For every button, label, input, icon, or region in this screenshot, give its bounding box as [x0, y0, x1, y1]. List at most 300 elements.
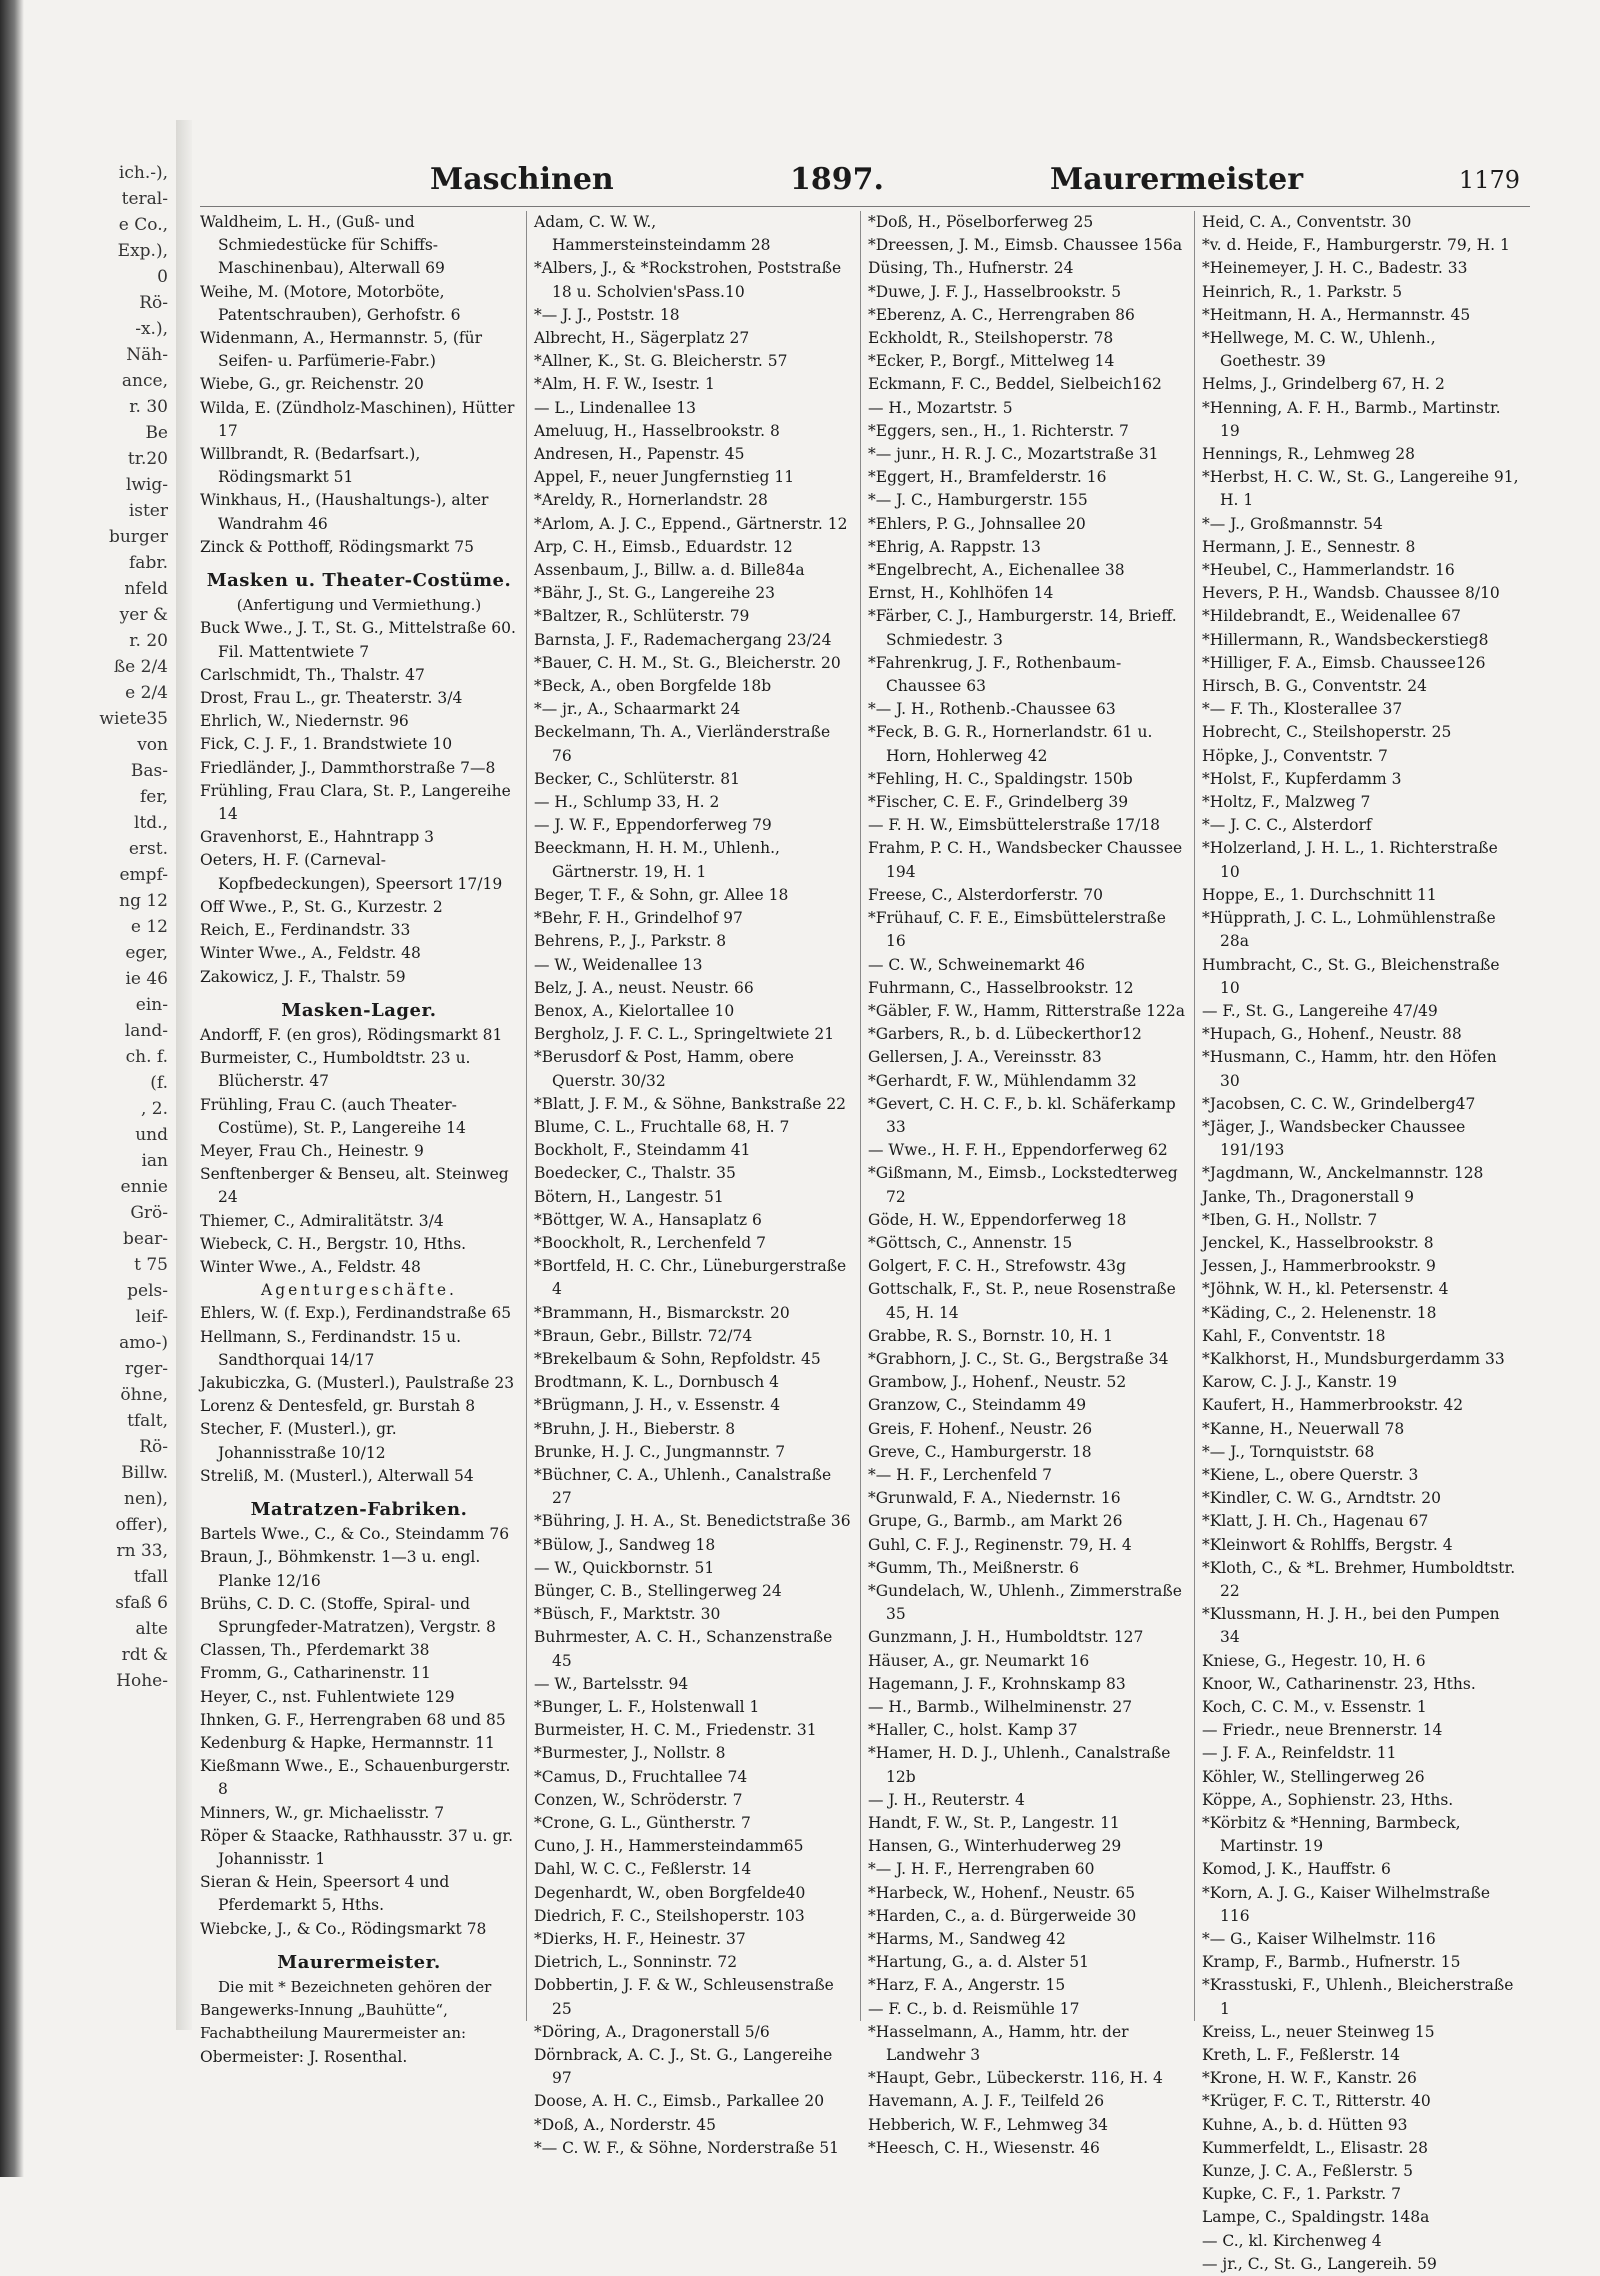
directory-entry: *Henning, A. F. H., Barmb., Martinstr. 19: [1202, 398, 1501, 440]
previous-page-fragment: ister: [128, 501, 168, 521]
directory-entry: Karow, C. J. J., Kanstr. 19: [1202, 1373, 1397, 1392]
previous-page-fragment: Bas-: [130, 761, 168, 781]
directory-entry: *Heubel, C., Hammerlandstr. 16: [1202, 561, 1455, 580]
directory-entry: *Gundelach, W., Uhlenh., Zimmerstraße 35: [868, 1581, 1182, 1624]
directory-entry: Burmeister, H. C. M., Friedenstr. 31: [534, 1721, 817, 1740]
directory-entry: Handt, F. W., St. P., Langestr. 11: [868, 1814, 1120, 1833]
page-header: [200, 160, 1530, 207]
directory-entry: *Gißmann, M., Eimsb., Lockstedterweg 72: [868, 1164, 1178, 1206]
directory-entry: Frühling, Frau C. (auch Theater-Costüme), St. P., Langereihe 14: [200, 1095, 466, 1137]
directory-entry: — W., Bartelsstr. 94: [534, 1674, 689, 1693]
directory-entry: *Büsch, F., Marktstr. 30: [534, 1605, 721, 1624]
directory-entry: *Hasselmann, A., Hamm, htr. der Landwehr 3: [868, 2022, 1129, 2065]
previous-page-fragment: pels-: [127, 1281, 168, 1301]
directory-entry: Kahl, F., Conventstr. 18: [1202, 1326, 1386, 1345]
directory-entry: Kedenburg & Hapke, Hermannstr. 11: [200, 1734, 495, 1752]
directory-entry: Weihe, M. (Motore, Motorböte, Patentschrauben), Gerhofstr. 6: [200, 282, 461, 324]
directory-entry: Kunze, J. C. A., Feßlerstr. 5: [1202, 2162, 1413, 2181]
directory-entry: Wiebcke, J., & Co., Rödingsmarkt 78: [200, 1919, 487, 1938]
scan-edge: [0, 0, 24, 2177]
directory-entry: Gellersen, J. A., Vereinsstr. 83: [868, 1048, 1102, 1067]
previous-page-fragment: burger: [108, 527, 168, 547]
directory-entry: Andresen, H., Papenstr. 45: [534, 445, 745, 464]
previous-page-fragment: wiete35: [99, 709, 168, 729]
directory-entry: Hennings, R., Lehmweg 28: [1202, 445, 1415, 464]
previous-page-fragment: ennie: [120, 1177, 168, 1197]
header-left-keyword: Maschinen: [430, 162, 614, 197]
directory-entry: *Hillermann, R., Wandsbeckerstieg8: [1202, 630, 1489, 649]
directory-entry: Hellmann, S., Ferdinandstr. 15 u. Sandthorquai 14/17: [200, 1327, 462, 1369]
column-4: [1202, 211, 1520, 2273]
directory-entry: *Gevert, C. H. C. F., b. kl. Schäferkamp 33: [868, 1094, 1176, 1136]
directory-entry: *Hildebrandt, E., Weidenallee 67: [1202, 607, 1461, 626]
directory-entry: *Böttger, W. A., Hansaplatz 6: [534, 1210, 762, 1229]
directory-entry: Hermann, J. E., Sennestr. 8: [1202, 537, 1416, 556]
directory-entry: Grupe, G., Barmb., am Markt 26: [868, 1512, 1123, 1531]
previous-page-fragment: alte: [135, 1619, 168, 1639]
directory-entry: Humbracht, C., St. G., Bleichenstraße 10: [1202, 955, 1500, 997]
directory-entry: Grambow, J., Hohenf., Neustr. 52: [868, 1373, 1127, 1392]
directory-entry: Jakubiczka, G. (Musterl.), Paulstraße 23: [200, 1373, 515, 1392]
directory-entry: Dietrich, L., Sonninstr. 72: [534, 1953, 738, 1972]
header-right-keyword: Maurermeister: [1050, 162, 1304, 197]
directory-entry: — C., kl. Kirchenweg 4: [1202, 2231, 1382, 2250]
directory-entry: Senftenberger & Benseu, alt. Steinweg 24: [200, 1165, 509, 1207]
previous-page-fragment: ian: [141, 1151, 168, 1171]
directory-entry: Thiemer, C., Admiralitätstr. 3/4: [200, 1211, 444, 1230]
directory-entry: Buhrmester, A. C. H., Schanzenstraße 45: [534, 1628, 833, 1670]
directory-entry: — W., Quickbornstr. 51: [534, 1558, 715, 1577]
previous-page-fragment: rger-: [125, 1359, 168, 1379]
column-1: [200, 211, 518, 2066]
directory-entry: *Doß, A., Norderstr. 45: [534, 2115, 716, 2134]
directory-entry: Carlschmidt, Th., Thalstr. 47: [200, 665, 425, 684]
directory-entry: Sieran & Hein, Speersort 4 und Pferdemarkt 5, Hths.: [200, 1873, 450, 1915]
directory-entry: Widenmann, A., Hermannstr. 5, (für Seifen- u. Parfümerie-Fabr.): [200, 329, 483, 371]
directory-entry: *Holst, F., Kupferdamm 3: [1202, 769, 1402, 788]
directory-entry: *Hilliger, F. A., Eimsb. Chaussee126: [1202, 653, 1486, 672]
directory-entry: Brunke, H. J. C., Jungmannstr. 7: [534, 1442, 786, 1461]
directory-entry: — J. H., Reuterstr. 4: [868, 1790, 1025, 1809]
directory-entry: Kaufert, H., Hammerbrookstr. 42: [1202, 1396, 1464, 1415]
previous-page-fragment: -x.),: [135, 319, 168, 339]
previous-page-fragment: e 2/4: [125, 683, 168, 703]
directory-entry: Heyer, C., nst. Fuhlentwiete 129: [200, 1687, 455, 1706]
directory-entry: *Gumm, Th., Meißnerstr. 6: [868, 1558, 1079, 1577]
directory-entry: Bartels Wwe., C., & Co., Steindamm 76: [200, 1525, 510, 1544]
directory-entry: — J. W. F., Eppendorferweg 79: [534, 816, 772, 835]
previous-page-fragment: tfalt,: [127, 1411, 168, 1431]
directory-entry: Becker, C., Schlüterstr. 81: [534, 769, 740, 788]
directory-entry: *Albers, J., & *Rockstrohen, Poststraße 18 u. Scholvien'sPass.10: [534, 259, 842, 301]
directory-entry: Eckholdt, R., Steilshoperstr. 78: [868, 329, 1114, 348]
directory-entry: *Kindler, C. W. G., Arndtstr. 20: [1202, 1489, 1441, 1508]
directory-entry: *Fahrenkrug, J. F., Rothenbaum-Chaussee 63: [868, 653, 1122, 696]
directory-entry: *Duwe, J. F. J., Hasselbrookstr. 5: [868, 282, 1122, 301]
section-intro: Die mit * Bezeichneten gehören der Bangewerks-Innung „Bauhütte“, Fachabtheilung Maurermeister an:: [200, 1978, 492, 2043]
directory-entry: *Ecker, P., Borgf., Mittelweg 14: [868, 352, 1115, 371]
directory-entry: — Wwe., H. F. H., Eppendorferweg 62: [868, 1141, 1168, 1160]
directory-entry: *Crone, G. L., Güntherstr. 7: [534, 1814, 751, 1833]
directory-entry: *Dierks, H. F., Heinestr. 37: [534, 1930, 746, 1949]
previous-page-fragment: eger,: [125, 943, 168, 963]
directory-entry: — jr., C., St. G., Langereih. 59: [1202, 2254, 1437, 2273]
directory-entry: — C. W., Schweinemarkt 46: [868, 955, 1086, 974]
directory-entry: Reich, E., Ferdinandstr. 33: [200, 921, 411, 940]
directory-entry: *Berusdorf & Post, Hamm, obere Querstr. 30/32: [534, 1048, 794, 1090]
previous-page-fragment: Näh-: [126, 345, 168, 365]
section-title: Masken-Lager.: [281, 999, 437, 1021]
directory-entry: Bötern, H., Langestr. 51: [534, 1187, 724, 1206]
previous-page-fragment: yer &: [119, 605, 168, 625]
directory-entry: Assenbaum, J., Billw. a. d. Bille84a: [534, 561, 805, 580]
directory-entry: *Krüger, F. C. T., Ritterstr. 40: [1202, 2092, 1431, 2111]
section-title: Maurermeister.: [277, 1951, 441, 1973]
previous-page-fragment: nfeld: [124, 579, 168, 599]
directory-entry: Stecher, F. (Musterl.), gr. Johannisstraße 10/12: [200, 1420, 397, 1462]
directory-entry: *Behr, F. H., Grindelhof 97: [534, 909, 743, 928]
directory-entry: *— C. W. F., & Söhne, Norderstraße 51: [534, 2138, 840, 2157]
directory-entry: *Frühauf, C. F. E., Eimsbüttelerstraße 16: [868, 909, 1166, 951]
directory-entry: Ehlers, W. (f. Exp.), Ferdinandstraße 65: [200, 1304, 512, 1323]
directory-entry: — Friedr., neue Brennerstr. 14: [1202, 1721, 1443, 1740]
directory-entry: *Engelbrecht, A., Eichenallee 38: [868, 561, 1125, 580]
directory-entry: Ehrlich, W., Niedernstr. 96: [200, 712, 409, 731]
directory-entry: *Holzerland, J. H. L., 1. Richterstraße 10: [1202, 839, 1498, 881]
directory-page: [200, 160, 1530, 2273]
directory-entry: *Ehrig, A. Rappstr. 13: [868, 537, 1041, 556]
directory-entry: Kramp, F., Barmb., Hufnerstr. 15: [1202, 1953, 1461, 1972]
previous-page-fragment: Exp.),: [117, 241, 168, 261]
previous-page-fragment: 0: [157, 267, 168, 287]
directory-entry: Waldheim, L. H., (Guß- und Schmiedestücke für Schiffs-Maschinenbau), Alterwall 69: [200, 213, 445, 278]
previous-page-fragment: r. 20: [129, 631, 168, 651]
column-divider: [1194, 211, 1195, 2021]
previous-page-fragment: und: [135, 1125, 168, 1145]
directory-entry: *Eberenz, A. C., Herrengraben 86: [868, 305, 1135, 324]
directory-entry: Ernst, H., Kohlhöfen 14: [868, 584, 1054, 603]
directory-entry: *Kalkhorst, H., Mundsburgerdamm 33: [1202, 1349, 1505, 1368]
directory-entry: *Braun, Gebr., Billstr. 72/74: [534, 1326, 753, 1345]
directory-entry: Eckmann, F. C., Beddel, Sielbeich162: [868, 375, 1162, 394]
directory-entry: Barnsta, J. F., Rademachergang 23/24: [534, 630, 832, 649]
directory-entry: Obermeister: J. Rosenthal.: [200, 2047, 408, 2066]
directory-entry: *Grabhorn, J. C., St. G., Bergstraße 34: [868, 1349, 1169, 1368]
directory-entry: *— J. H. F., Herrengraben 60: [868, 1860, 1095, 1879]
previous-page-fragment: rn 33,: [116, 1541, 168, 1561]
directory-entry: Ihnken, G. F., Herrengraben 68 und 85: [200, 1710, 506, 1729]
directory-entry: Degenhardt, W., oben Borgfelde40: [534, 1883, 806, 1902]
previous-page-fragment: tr.20: [127, 449, 168, 469]
directory-entry: Grabbe, R. S., Bornstr. 10, H. 1: [868, 1326, 1113, 1345]
directory-entry: Zinck & Potthoff, Rödingsmarkt 75: [200, 537, 475, 556]
section-note: (Anfertigung und Vermiethung.): [236, 596, 482, 615]
previous-page-fragment: empf-: [119, 865, 168, 885]
column-divider: [526, 211, 527, 2021]
directory-entry: *— jr., A., Schaarmarkt 24: [534, 700, 741, 719]
directory-entry: *— J. C. C., Alsterdorf: [1202, 816, 1372, 835]
directory-entry: *Heesch, C. H., Wiesenstr. 46: [868, 2138, 1100, 2157]
directory-entry: *— J. J., Poststr. 18: [534, 305, 680, 324]
directory-entry: *Hamer, H. D. J., Uhlenh., Canalstraße 12b: [868, 1744, 1171, 1786]
directory-entry: *— junr., H. R. J. C., Mozartstraße 31: [868, 445, 1159, 464]
column-3: [868, 211, 1186, 2157]
previous-page-fragment: leif-: [135, 1307, 168, 1327]
directory-entry: Häuser, A., gr. Neumarkt 16: [868, 1651, 1090, 1670]
directory-entry: Hansen, G., Winterhuderweg 29: [868, 1837, 1122, 1856]
section-title: Matratzen-Fabriken.: [250, 1498, 468, 1520]
directory-entry: Göde, H. W., Eppendorferweg 18: [868, 1210, 1127, 1229]
directory-entry: *Bruhn, J. H., Bieberstr. 8: [534, 1419, 736, 1438]
directory-entry: — F. H. W., Eimsbüttelerstraße 17/18: [868, 816, 1160, 835]
previous-page-fragment: ch. f.: [125, 1047, 168, 1067]
directory-entry: Kreiss, L., neuer Steinweg 15: [1202, 2022, 1435, 2041]
previous-page-fragment: r. 30: [129, 397, 168, 417]
directory-entry: Streliß, M. (Musterl.), Alterwall 54: [200, 1466, 474, 1485]
directory-entry: Buck Wwe., J. T., St. G., Mittelstraße 60. Fil. Mattentwiete 7: [200, 619, 516, 661]
directory-entry: *Färber, C. J., Hamburgerstr. 14, Brieff. Schmiedestr. 3: [868, 607, 1177, 649]
directory-entry: Beger, T. F., & Sohn, gr. Allee 18: [534, 885, 789, 904]
directory-entry: *Korn, A. J. G., Kaiser Wilhelmstraße 116: [1202, 1883, 1490, 1925]
directory-entry: Winter Wwe., A., Feldstr. 48: [200, 1257, 421, 1276]
directory-entry: Doose, A. H. C., Eimsb., Parkallee 20: [534, 2092, 825, 2111]
directory-entry: Brühs, C. D. C. (Stoffe, Spiral- und Sprungfeder-Matratzen), Vergstr. 8: [200, 1594, 496, 1636]
directory-entry: Behrens, P., J., Parkstr. 8: [534, 932, 727, 951]
directory-entry: *Klatt, J. H. Ch., Hagenau 67: [1202, 1512, 1429, 1531]
directory-entry: *Bähr, J., St. G., Langereihe 23: [534, 584, 775, 603]
directory-entry: *Burmester, J., Nollstr. 8: [534, 1744, 726, 1763]
directory-entry: Hevers, P. H., Wandsb. Chaussee 8/10: [1202, 584, 1500, 603]
directory-entry: *Göttsch, C., Annenstr. 15: [868, 1233, 1073, 1252]
directory-entry: Dobbertin, J. F. & W., Schleusenstraße 25: [534, 1976, 834, 2018]
previous-page-fragment: Rö-: [139, 1437, 168, 1457]
directory-entry: *Fehling, H. C., Spaldingstr. 150b: [868, 769, 1133, 788]
directory-entry: Golgert, F. C. H., Strefowstr. 43g: [868, 1257, 1127, 1276]
directory-entry: Granzow, C., Steindamm 49: [868, 1396, 1087, 1415]
directory-entry: *Garbers, R., b. d. Lübeckerthor12: [868, 1025, 1142, 1044]
directory-entry: *Holtz, F., Malzweg 7: [1202, 793, 1371, 812]
column-2: [534, 211, 852, 2157]
directory-entry: Fuhrmann, C., Hasselbrookstr. 12: [868, 978, 1134, 997]
directory-entry: Andorff, F. (en gros), Rödingsmarkt 81: [200, 1025, 503, 1044]
directory-entry: *— J., Tornquiststr. 68: [1202, 1442, 1375, 1461]
directory-entry: Burmeister, C., Humboldtstr. 23 u. Blücherstr. 47: [200, 1049, 471, 1091]
directory-entry: Heinrich, R., 1. Parkstr. 5: [1202, 282, 1403, 301]
previous-page-fragment: ance,: [121, 371, 168, 391]
directory-entry: Gunzmann, J. H., Humboldtstr. 127: [868, 1628, 1144, 1647]
directory-entry: *Harbeck, W., Hohenf., Neustr. 65: [868, 1883, 1136, 1902]
previous-page-fragment: nen),: [124, 1489, 168, 1509]
subsection-title: Agenturgeschäfte.: [261, 1281, 457, 1300]
column-divider: [860, 211, 861, 2021]
previous-page-fragment: ich.-),: [118, 163, 168, 183]
directory-entry: Cuno, J. H., Hammersteindamm65: [534, 1837, 804, 1856]
previous-page-fragment: offer),: [115, 1515, 168, 1535]
directory-entry: *— J. C., Hamburgerstr. 155: [868, 491, 1088, 510]
previous-page-fragments: [24, 160, 174, 2040]
directory-entry: Beckelmann, Th. A., Vierländerstraße 76: [534, 723, 831, 765]
directory-entry: *Gerhardt, F. W., Mühlendamm 32: [868, 1071, 1137, 1090]
directory-entry: Bergholz, J. F. C. L., Springeltwiete 21: [534, 1025, 835, 1044]
directory-entry: *Heitmann, H. A., Hermannstr. 45: [1202, 305, 1471, 324]
directory-entry: *Klussmann, H. J. H., bei den Pumpen 34: [1202, 1605, 1500, 1647]
directory-entry: *Heinemeyer, J. H. C., Badestr. 33: [1202, 259, 1468, 278]
directory-entry: *Bunger, L. F., Holstenwall 1: [534, 1698, 760, 1716]
directory-entry: *Eggert, H., Bramfelderstr. 16: [868, 468, 1107, 487]
previous-page-fragment: tfall: [133, 1567, 168, 1587]
previous-page-fragment: Be: [145, 423, 168, 443]
directory-entry: Conzen, W., Schröderstr. 7: [534, 1790, 743, 1809]
directory-entry: *Feck, B. G. R., Hornerlandstr. 61 u. Horn, Hohlerweg 42: [868, 723, 1153, 765]
directory-entry: *Brammann, H., Bismarckstr. 20: [534, 1303, 790, 1322]
directory-entry: *Harden, C., a. d. Bürgerweide 30: [868, 1906, 1137, 1925]
previous-page-fragment: Billw.: [121, 1463, 168, 1483]
directory-entry: *Hellwege, M. C. W., Uhlenh., Goethestr. 39: [1202, 329, 1436, 371]
directory-entry: Appel, F., neuer Jungfernstieg 11: [534, 468, 795, 487]
directory-entry: Arp, C. H., Eimsb., Eduardstr. 12: [534, 537, 793, 556]
previous-page-fragment: fer,: [139, 787, 168, 807]
directory-entry: *Hartung, G., a. d. Alster 51: [868, 1953, 1089, 1972]
directory-entry: Brodtmann, K. L., Dornbusch 4: [534, 1373, 780, 1392]
directory-entry: *Jäger, J., Wandsbecker Chaussee 191/193: [1202, 1117, 1466, 1160]
directory-entry: *Husmann, C., Hamm, htr. den Höfen 30: [1202, 1048, 1497, 1090]
directory-entry: Willbrandt, R. (Bedarfsart.), Rödingsmarkt 51: [200, 445, 421, 487]
directory-entry: *Iben, G. H., Nollstr. 7: [1202, 1210, 1378, 1229]
directory-entry: — H., Mozartstr. 5: [868, 398, 1013, 417]
previous-page-fragment: von: [137, 735, 168, 755]
directory-entry: Ameluug, H., Hasselbrookstr. 8: [534, 421, 780, 440]
previous-page-fragment: ße 2/4: [113, 657, 168, 677]
directory-entry: *Bortfeld, H. C. Chr., Lüneburgerstraße 4: [534, 1257, 847, 1299]
previous-page-fragment: öhne,: [120, 1385, 168, 1405]
directory-entry: *Kiene, L., obere Querstr. 3: [1202, 1465, 1419, 1484]
directory-entry: Benox, A., Kielortallee 10: [534, 1001, 735, 1020]
directory-entry: *Beck, A., oben Borgfelde 18b: [534, 677, 772, 696]
directory-entry: Gravenhorst, E., Hahntrapp 3: [200, 828, 435, 847]
directory-entry: *— F. Th., Klosterallee 37: [1202, 700, 1403, 719]
directory-entry: *Herbst, H. C. W., St. G., Langereihe 91, H. 1: [1202, 468, 1519, 510]
directory-entry: Meyer, Frau Ch., Heinestr. 9: [200, 1141, 424, 1160]
directory-entry: *Kloth, C., & *L. Brehmer, Humboldtstr. 22: [1202, 1558, 1516, 1600]
directory-entry: Röper & Staacke, Rathhausstr. 37 u. gr. Johannisstr. 1: [200, 1826, 514, 1869]
directory-entry: *Brügmann, J. H., v. Essenstr. 4: [534, 1396, 781, 1415]
directory-entry: Janke, Th., Dragonerstall 9: [1202, 1187, 1414, 1206]
previous-page-fragment: Grö-: [130, 1203, 168, 1223]
directory-entry: — L., Lindenallee 13: [534, 398, 696, 417]
directory-entry: Hirsch, B. G., Conventstr. 24: [1202, 677, 1427, 696]
directory-entry: Guhl, C. F. J., Reginenstr. 79, H. 4: [868, 1535, 1132, 1554]
directory-entry: Kuhne, A., b. d. Hütten 93: [1202, 2115, 1408, 2134]
directory-entry: *Gäbler, F. W., Hamm, Ritterstraße 122a: [868, 1001, 1185, 1020]
directory-entry: *Käding, C., 2. Helenenstr. 18: [1202, 1303, 1437, 1322]
header-year: 1897.: [790, 162, 884, 197]
directory-entry: Boedecker, C., Thalstr. 35: [534, 1164, 736, 1183]
directory-entry: *Kleinwort & Rohlffs, Bergstr. 4: [1202, 1535, 1453, 1554]
previous-page-fragment: t 75: [134, 1255, 168, 1275]
previous-page-fragment: ng 12: [119, 891, 168, 911]
directory-entry: Fromm, G., Catharinenstr. 11: [200, 1664, 431, 1683]
directory-entry: Lorenz & Dentesfeld, gr. Burstah 8: [200, 1397, 476, 1416]
previous-page-fragment: teral-: [121, 189, 168, 209]
directory-entry: Oeters, H. F. (Carneval-Kopfbedeckungen), Speersort 17/19: [200, 851, 503, 893]
directory-entry: *Kanne, H., Neuerwall 78: [1202, 1419, 1405, 1438]
directory-entry: *Harz, F. A., Angerstr. 15: [868, 1976, 1066, 1995]
previous-page-fragment: ein-: [135, 995, 168, 1015]
directory-entry: *Jöhnk, W. H., kl. Petersenstr. 4: [1202, 1280, 1449, 1299]
directory-entry: *Bühring, J. H. A., St. Benedictstraße 36: [534, 1512, 851, 1531]
directory-entry: *Haupt, Gebr., Lübeckerstr. 116, H. 4: [868, 2069, 1163, 2088]
directory-entry: Freese, C., Alsterdorferstr. 70: [868, 885, 1103, 904]
directory-entry: Wilda, E. (Zündholz-Maschinen), Hütter 17: [200, 398, 515, 440]
directory-entry: Beeckmann, H. H. M., Uhlenh., Gärtnerstr. 19, H. 1: [534, 839, 780, 881]
directory-entry: Braun, J., Böhmkenstr. 1—3 u. engl. Planke 12/16: [200, 1548, 481, 1590]
directory-entry: Gottschalk, F., St. P., neue Rosenstraße 45, H. 14: [868, 1280, 1176, 1322]
previous-page-fragment: fabr.: [129, 553, 168, 573]
directory-entry: *Allner, K., St. G. Bleicherstr. 57: [534, 352, 788, 371]
directory-entry: Helms, J., Grindelberg 67, H. 2: [1202, 375, 1445, 394]
previous-page-fragment: Hohe-: [116, 1671, 168, 1691]
directory-entry: Höpke, J., Conventstr. 7: [1202, 746, 1388, 765]
directory-entry: Jessen, J., Hammerbrookstr. 9: [1202, 1257, 1436, 1276]
directory-entry: Havemann, A. J. F., Teilfeld 26: [868, 2092, 1105, 2111]
previous-page-fragment: Rö-: [139, 293, 168, 313]
directory-entry: *v. d. Heide, F., Hamburgerstr. 79, H. 1: [1202, 236, 1510, 255]
previous-page-fragment: , 2.: [140, 1099, 168, 1119]
directory-entry: *Areldy, R., Hornerlandstr. 28: [534, 491, 768, 510]
directory-entry: *Körbitz & *Henning, Barmbeck, Martinstr. 19: [1202, 1814, 1461, 1856]
directory-entry: *Brekelbaum & Sohn, Repfoldstr. 45: [534, 1349, 821, 1368]
directory-entry: *— H. F., Lerchenfeld 7: [868, 1465, 1052, 1484]
previous-page-fragment: ie 46: [125, 969, 168, 989]
directory-entry: *Ehlers, P. G., Johnsallee 20: [868, 514, 1086, 533]
directory-entry: Dahl, W. C. C., Feßlerstr. 14: [534, 1860, 752, 1879]
directory-entry: Hagemann, J. F., Krohnskamp 83: [868, 1674, 1126, 1693]
directory-entry: *— J., Großmannstr. 54: [1202, 514, 1383, 533]
page-binding: [176, 120, 192, 2030]
section-title: Masken u. Theater-Costüme.: [206, 570, 512, 592]
directory-entry: Jenckel, K., Hasselbrookstr. 8: [1202, 1233, 1434, 1252]
previous-page-fragment: (f.: [150, 1073, 168, 1093]
directory-entry: *Jacobsen, C. C. W., Grindelberg47: [1202, 1094, 1476, 1113]
directory-entry: Knoor, W., Catharinenstr. 23, Hths.: [1202, 1674, 1476, 1693]
previous-page-fragment: e Co.,: [118, 215, 168, 235]
directory-entry: *Grunwald, F. A., Niedernstr. 16: [868, 1489, 1121, 1508]
directory-entry: Düsing, Th., Hufnerstr. 24: [868, 259, 1074, 278]
directory-entry: Bünger, C. B., Stellingerweg 24: [534, 1581, 782, 1600]
directory-entry: *— J. H., Rothenb.-Chaussee 63: [868, 700, 1116, 719]
directory-entry: Diedrich, F. C., Steilshoperstr. 103: [534, 1906, 805, 1925]
directory-entry: Heid, C. A., Conventstr. 30: [1202, 213, 1412, 231]
directory-entry: *Büchner, C. A., Uhlenh., Canalstraße 27: [534, 1465, 832, 1508]
directory-entry: — J. F. A., Reinfeldstr. 11: [1202, 1744, 1397, 1763]
directory-entry: Adam, C. W. W., Hammersteinsteindamm 28: [534, 213, 771, 255]
directory-entry: Koch, C. C. M., v. Essenstr. 1: [1202, 1698, 1427, 1716]
directory-entry: Kreth, L. F., Feßlerstr. 14: [1202, 2046, 1400, 2065]
directory-entry: Köppe, A., Sophienstr. 23, Hths.: [1202, 1790, 1454, 1809]
directory-entry: Winkhaus, H., (Haushaltungs-), alter Wandrahm 46: [200, 491, 489, 533]
directory-entry: *Jagdmann, W., Anckelmannstr. 128: [1202, 1164, 1484, 1183]
directory-entry: Hebberich, W. F., Lehmweg 34: [868, 2115, 1108, 2134]
directory-entry: Kießmann Wwe., E., Schauenburgerstr. 8: [200, 1757, 511, 1799]
directory-entry: *Boockholt, R., Lerchenfeld 7: [534, 1233, 766, 1252]
directory-entry: Albrecht, H., Sägerplatz 27: [534, 329, 750, 348]
directory-entry: Kummerfeldt, L., Elisastr. 28: [1202, 2138, 1429, 2157]
previous-page-fragment: land-: [124, 1021, 168, 1041]
directory-entry: Minners, W., gr. Michaelisstr. 7: [200, 1803, 445, 1822]
previous-page-fragment: bear-: [123, 1229, 168, 1249]
directory-entry: *Camus, D., Fruchtallee 74: [534, 1767, 748, 1786]
directory-entry: Kniese, G., Hegestr. 10, H. 6: [1202, 1651, 1426, 1670]
